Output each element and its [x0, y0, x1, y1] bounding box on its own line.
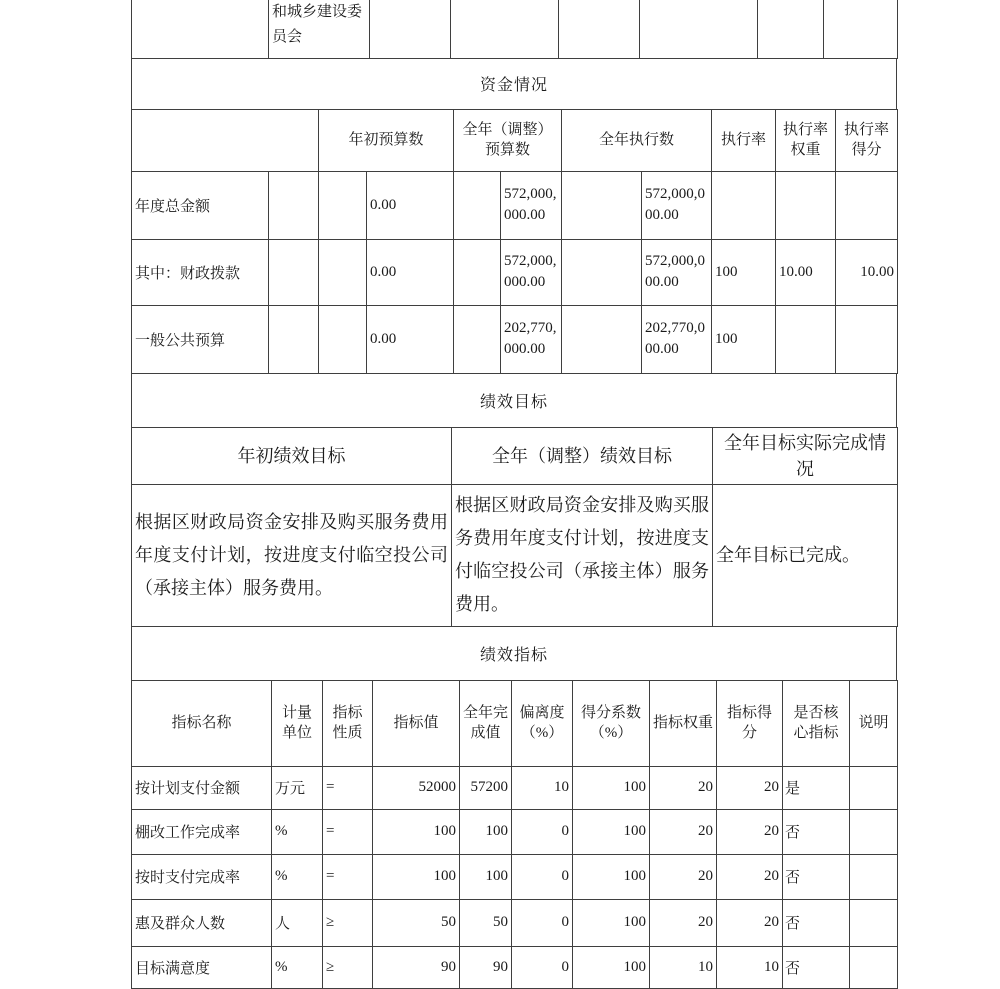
indicator-score-coef: 100 — [573, 766, 650, 809]
empty-cell — [370, 0, 451, 58]
indicators-section-title: 绩效指标 — [131, 626, 897, 681]
header-rate-weight: 执行率权重 — [776, 109, 836, 171]
header-completed: 全年完成值 — [460, 680, 512, 766]
empty-cell — [319, 305, 367, 373]
indicator-is-core: 否 — [783, 899, 850, 946]
rate-score-value: 10.00 — [836, 239, 898, 305]
rate-weight-value: 10.00 — [776, 239, 836, 305]
indicator-target: 100 — [373, 854, 460, 899]
exec-rate-value: 100 — [712, 305, 776, 373]
indicator-row — [132, 854, 898, 899]
rate-weight-value — [776, 171, 836, 239]
indicators-table — [131, 680, 898, 989]
indicator-weight: 20 — [650, 766, 717, 809]
indicator-score: 20 — [717, 766, 783, 809]
adjusted-budget-value: 202,770,000.00 — [501, 305, 562, 373]
indicator-completed: 100 — [460, 809, 512, 854]
document-sheet — [131, 0, 897, 989]
funding-row — [132, 305, 898, 373]
funding-row — [132, 171, 898, 239]
indicator-name: 按计划支付金额 — [132, 766, 272, 809]
actual-completion-text: 全年目标已完成。 — [713, 484, 898, 626]
header-target: 指标值 — [373, 680, 460, 766]
indicator-deviation: 10 — [512, 766, 573, 809]
indicator-name: 棚改工作完成率 — [132, 809, 272, 854]
indicator-nature: ≥ — [323, 946, 373, 988]
empty-cell — [319, 171, 367, 239]
indicator-target: 100 — [373, 809, 460, 854]
exec-rate-value: 100 — [712, 239, 776, 305]
header-adjusted-goal: 全年（调整）绩效目标 — [452, 427, 713, 484]
goals-content-row — [132, 484, 898, 626]
adjusted-budget-value: 572,000,000.00 — [501, 239, 562, 305]
header-note: 说明 — [850, 680, 898, 766]
funding-row-label: 其中：财政拨款 — [132, 239, 269, 305]
indicator-score: 10 — [717, 946, 783, 988]
indicator-name: 按时支付完成率 — [132, 854, 272, 899]
indicator-unit: 万元 — [272, 766, 323, 809]
department-name-fragment: 和城乡建设委员会 — [269, 0, 370, 58]
indicator-score: 20 — [717, 899, 783, 946]
carryover-row-table — [131, 0, 898, 59]
empty-cell — [454, 171, 501, 239]
indicator-unit: 人 — [272, 899, 323, 946]
executed-value: 202,770,000.00 — [642, 305, 712, 373]
indicator-score: 20 — [717, 854, 783, 899]
indicators-header-row — [132, 680, 898, 766]
goals-section-title: 绩效目标 — [131, 373, 897, 428]
header-actual-completion: 全年目标实际完成情况 — [713, 427, 898, 484]
empty-cell — [824, 0, 898, 58]
header-executed: 全年执行数 — [562, 109, 712, 171]
indicator-row — [132, 766, 898, 809]
indicator-score: 20 — [717, 809, 783, 854]
executed-value: 572,000,000.00 — [642, 171, 712, 239]
header-exec-rate: 执行率 — [712, 109, 776, 171]
indicator-unit: % — [272, 946, 323, 988]
indicator-score-coef: 100 — [573, 946, 650, 988]
funding-row-label: 一般公共预算 — [132, 305, 269, 373]
empty-cell — [319, 239, 367, 305]
empty-cell — [269, 305, 319, 373]
indicator-completed: 90 — [460, 946, 512, 988]
indicator-completed: 100 — [460, 854, 512, 899]
empty-cell — [559, 0, 640, 58]
indicator-weight: 20 — [650, 899, 717, 946]
rate-score-value — [836, 171, 898, 239]
header-is-core: 是否核心指标 — [783, 680, 850, 766]
funding-row — [132, 239, 898, 305]
indicator-completed: 50 — [460, 899, 512, 946]
empty-cell — [132, 0, 269, 58]
exec-rate-value — [712, 171, 776, 239]
indicator-nature: = — [323, 766, 373, 809]
indicator-row — [132, 809, 898, 854]
indicator-target: 90 — [373, 946, 460, 988]
initial-budget-value: 0.00 — [367, 171, 454, 239]
indicator-nature: ≥ — [323, 899, 373, 946]
indicator-unit: % — [272, 809, 323, 854]
header-initial-goal: 年初绩效目标 — [132, 427, 452, 484]
indicator-note — [850, 854, 898, 899]
indicator-is-core: 是 — [783, 766, 850, 809]
header-weight: 指标权重 — [650, 680, 717, 766]
header-initial-budget: 年初预算数 — [319, 109, 454, 171]
executed-value: 572,000,000.00 — [642, 239, 712, 305]
header-nature: 指标性质 — [323, 680, 373, 766]
funding-section-title: 资金情况 — [131, 58, 897, 110]
initial-budget-value: 0.00 — [367, 305, 454, 373]
indicator-target: 52000 — [373, 766, 460, 809]
indicator-is-core: 否 — [783, 854, 850, 899]
indicator-deviation: 0 — [512, 899, 573, 946]
header-deviation: 偏离度（%） — [512, 680, 573, 766]
indicator-deviation: 0 — [512, 809, 573, 854]
indicator-unit: % — [272, 854, 323, 899]
initial-budget-value: 0.00 — [367, 239, 454, 305]
header-score: 指标得分 — [717, 680, 783, 766]
funding-row-label: 年度总金额 — [132, 171, 269, 239]
empty-header-cell — [132, 109, 319, 171]
indicator-weight: 20 — [650, 809, 717, 854]
indicator-note — [850, 899, 898, 946]
empty-cell — [451, 0, 559, 58]
indicator-note — [850, 809, 898, 854]
initial-goal-text: 根据区财政局资金安排及购买服务费用年度支付计划，按进度支付临空投公司（承接主体）服务费用。 — [132, 484, 452, 626]
indicator-note — [850, 766, 898, 809]
indicator-is-core: 否 — [783, 946, 850, 988]
indicator-name: 目标满意度 — [132, 946, 272, 988]
funding-table — [131, 109, 898, 374]
goals-header-row — [132, 427, 898, 484]
indicator-score-coef: 100 — [573, 854, 650, 899]
funding-header-row — [132, 109, 898, 171]
adjusted-goal-text: 根据区财政局资金安排及购买服务费用年度支付计划，按进度支付临空投公司（承接主体）服务费用。 — [452, 484, 713, 626]
indicator-weight: 20 — [650, 854, 717, 899]
empty-cell — [269, 239, 319, 305]
empty-cell — [640, 0, 758, 58]
indicator-deviation: 0 — [512, 946, 573, 988]
indicator-name: 惠及群众人数 — [132, 899, 272, 946]
empty-cell — [562, 305, 642, 373]
rate-score-value — [836, 305, 898, 373]
indicator-score-coef: 100 — [573, 809, 650, 854]
indicator-is-core: 否 — [783, 809, 850, 854]
empty-cell — [454, 305, 501, 373]
indicator-target: 50 — [373, 899, 460, 946]
empty-cell — [454, 239, 501, 305]
header-rate-score: 执行率得分 — [836, 109, 898, 171]
header-unit: 计量单位 — [272, 680, 323, 766]
indicator-row — [132, 899, 898, 946]
header-adjusted-budget: 全年（调整）预算数 — [454, 109, 562, 171]
indicator-completed: 57200 — [460, 766, 512, 809]
indicator-score-coef: 100 — [573, 899, 650, 946]
empty-cell — [758, 0, 824, 58]
empty-cell — [562, 171, 642, 239]
empty-cell — [269, 171, 319, 239]
carryover-row — [132, 0, 898, 58]
indicator-weight: 10 — [650, 946, 717, 988]
header-indicator-name: 指标名称 — [132, 680, 272, 766]
header-score-coef: 得分系数（%） — [573, 680, 650, 766]
adjusted-budget-value: 572,000,000.00 — [501, 171, 562, 239]
indicator-nature: = — [323, 854, 373, 899]
goals-table — [131, 427, 898, 627]
indicator-nature: = — [323, 809, 373, 854]
indicator-deviation: 0 — [512, 854, 573, 899]
rate-weight-value — [776, 305, 836, 373]
empty-cell — [562, 239, 642, 305]
